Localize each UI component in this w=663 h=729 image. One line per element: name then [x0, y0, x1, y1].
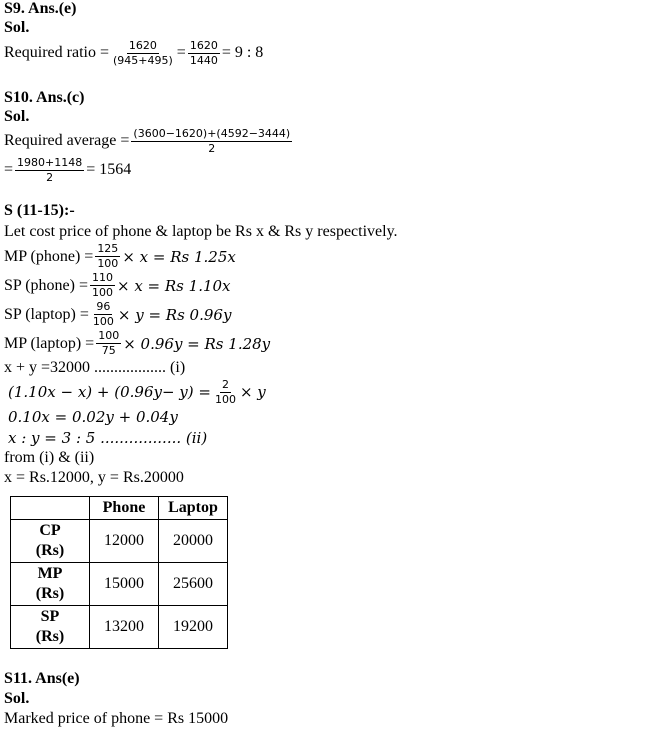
row-label-line1: CP — [39, 522, 61, 539]
sp-phone-expression: × x = Rs 1.10x — [116, 276, 231, 295]
mp-phone-label: MP (phone) = — [4, 247, 94, 265]
s9-ratio-label: Required ratio = — [4, 44, 109, 61]
mp-laptop-expression: × 0.96y = Rs 1.28y — [123, 334, 271, 353]
s9-frac2-numerator: 1620 — [189, 38, 218, 52]
table-cell-phone: 15000 — [90, 563, 159, 606]
s10-sol-label: Sol. — [4, 108, 30, 125]
table-cell-laptop: 19200 — [159, 606, 228, 649]
from-statement: from (i) & (ii) — [4, 449, 95, 466]
table-header-phone: Phone — [90, 497, 159, 520]
equation-1: x + y =32000 .................. (i) — [4, 359, 186, 376]
row-label-line2: (Rs) — [35, 585, 65, 602]
table-cell-laptop: 20000 — [159, 520, 228, 563]
s10-equals: = — [4, 161, 14, 178]
mp-laptop-numerator: 100 — [98, 329, 120, 342]
table-row — [11, 606, 228, 649]
equation-3: 0.10x = 0.02y + 0.04y — [8, 408, 178, 426]
equation-3-line — [4, 406, 659, 428]
s10-result: = 1564 — [86, 161, 132, 178]
s9-ratio-line — [4, 38, 659, 68]
equation-4-line — [4, 428, 659, 448]
s9-heading: S9. Ans.(e) — [4, 0, 77, 17]
s9-fraction-2 — [188, 40, 220, 67]
s10-frac1-numerator: (3600−1620)+(4592−3444) — [133, 126, 291, 140]
table-row-label — [11, 563, 90, 606]
table-header-blank — [11, 497, 90, 520]
sp-laptop-fraction — [91, 301, 116, 328]
sp-laptop-numerator: 96 — [96, 300, 111, 313]
sp-phone-denominator: 100 — [91, 286, 113, 299]
s9-fraction-1 — [111, 40, 175, 67]
mp-laptop-denominator: 75 — [101, 344, 116, 357]
sp-phone-line — [4, 271, 659, 300]
s9-frac1-numerator: 1620 — [128, 38, 157, 52]
s11-15-heading: S (11-15):- — [4, 202, 75, 219]
mp-phone-denominator: 100 — [97, 257, 119, 270]
sp-phone-fraction — [90, 272, 115, 299]
s10-fraction-1 — [131, 128, 292, 155]
solved-values: x = Rs.12000, y = Rs.20000 — [4, 469, 184, 486]
sp-laptop-expression: × y = Rs 0.96y — [117, 305, 232, 324]
table-cell-laptop: 25600 — [159, 563, 228, 606]
s9-equals: = — [176, 44, 186, 61]
sp-laptop-denominator: 100 — [92, 315, 114, 328]
mp-phone-expression: × x = Rs 1.25x — [122, 247, 236, 266]
mp-phone-fraction — [95, 243, 120, 270]
equation-2-left: (1.10x − x) + (0.96y− y) = — [8, 383, 211, 401]
mp-phone-numerator: 125 — [97, 242, 119, 255]
table-row-label — [11, 520, 90, 563]
table-row — [11, 563, 228, 606]
row-label-line1: MP — [37, 565, 63, 582]
mp-laptop-line — [4, 329, 659, 358]
equation-2-fraction — [213, 379, 238, 406]
table-row-label — [11, 606, 90, 649]
row-label-line1: SP — [40, 608, 60, 625]
row-label-line2: (Rs) — [35, 542, 65, 559]
sp-laptop-label: SP (laptop) = — [4, 305, 89, 323]
s10-result-line — [4, 156, 659, 184]
s10-frac2-denominator: 2 — [46, 170, 54, 184]
s11-heading: S11. Ans(e) — [4, 670, 80, 687]
table-cell-phone: 13200 — [90, 606, 159, 649]
s10-fraction-2 — [15, 157, 84, 184]
s10-average-line — [4, 126, 659, 156]
table-header-laptop: Laptop — [159, 497, 228, 520]
s10-average-label: Required average = — [4, 132, 130, 149]
s11-sol-label: Sol. — [4, 690, 30, 707]
mp-phone-line — [4, 242, 659, 271]
sp-laptop-line — [4, 300, 659, 329]
s10-heading: S10. Ans.(c) — [4, 89, 85, 106]
solution-document — [4, 0, 659, 729]
mp-laptop-label: MP (laptop) = — [4, 334, 95, 352]
sp-phone-numerator: 110 — [91, 271, 113, 284]
s11-15-intro: Let cost price of phone & laptop be Rs x & Rs y respectively. — [4, 223, 398, 240]
table-row — [11, 520, 228, 563]
table-cell-phone: 12000 — [90, 520, 159, 563]
s11-text: Marked price of phone = Rs 15000 — [4, 710, 229, 727]
mp-laptop-fraction — [96, 330, 121, 357]
s10-frac2-numerator: 1980+1148 — [17, 155, 83, 169]
s9-sol-label: Sol. — [4, 19, 30, 36]
s9-frac2-denominator: 1440 — [189, 53, 218, 67]
equation-2-line — [4, 378, 659, 406]
equation-2-right: × y — [239, 383, 266, 401]
price-table — [10, 496, 228, 649]
table-header-row — [11, 497, 228, 520]
equation-4: x : y = 3 : 5 ................. (ii) — [8, 429, 208, 447]
s9-frac1-denominator: (945+495) — [113, 53, 173, 67]
row-label-line2: (Rs) — [35, 628, 65, 645]
equation-2-denominator: 100 — [214, 392, 236, 406]
s9-result: = 9 : 8 — [221, 44, 264, 61]
equation-2-numerator: 2 — [221, 377, 229, 391]
s10-frac1-denominator: 2 — [208, 141, 216, 155]
sp-phone-label: SP (phone) = — [4, 276, 88, 294]
